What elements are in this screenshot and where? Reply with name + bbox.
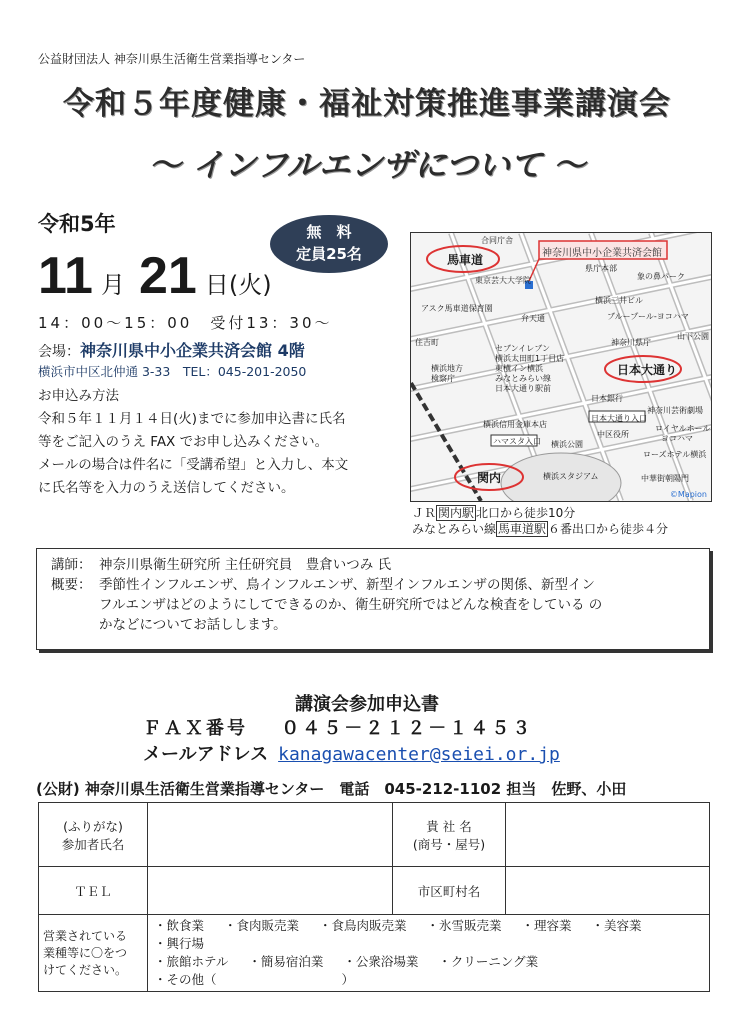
event-date — [38, 246, 286, 306]
map-place: 合同庁舎 — [481, 236, 513, 245]
how-line: メールの場合は件名に「受講希望」と入力し、本文 — [38, 457, 349, 473]
page-subtitle: ～ インフルエンザについて ～ — [148, 146, 586, 184]
application-form-title: 講演会参加申込書 — [295, 694, 439, 715]
access-mm-station: 馬車道駅 — [498, 522, 547, 536]
business-options-row-3 — [154, 971, 703, 989]
how-heading: お申込み方法 — [38, 388, 119, 404]
map-place: 検察庁 — [431, 374, 455, 383]
lecture-info-box — [36, 548, 710, 650]
event-time: 14：00～15：00 受付13：30～ — [38, 314, 333, 332]
map-place: 日本大通り駅前 — [495, 384, 551, 393]
business-options-row-2 — [154, 953, 703, 971]
business-label-line: けてください。 — [43, 962, 128, 977]
organization-name: 公益財団法人 神奈川県生活衛生営業指導センター — [38, 52, 306, 66]
badge-capacity: 定員25名 — [296, 245, 362, 263]
company-label: 貴 社 名 — [426, 818, 472, 834]
business-option[interactable]: ・氷雪販売業 — [426, 918, 502, 933]
form-row-business — [39, 915, 710, 992]
business-option[interactable]: ・簡易宿泊業 — [248, 954, 324, 969]
map-place: 神奈川芸術劇場 — [647, 406, 703, 415]
map-place: 横浜地方 — [431, 364, 463, 373]
how-line: 令和５年１１月１４日(火)までに参加申込書に氏名 — [38, 411, 346, 427]
contact-info: (公財) 神奈川県生活衛生営業指導センター 電話 045-212-1102 担当 佐野、小田 — [36, 780, 627, 798]
business-option[interactable]: ・興行場 — [154, 936, 205, 951]
date-month-unit: 月 — [100, 271, 125, 299]
how-line: 等をご記入のうえ FAX でお申し込みください。 — [38, 434, 329, 450]
furigana-label: (ふりがな) — [63, 818, 123, 834]
speaker-name: 神奈川県衛生研究所 主任研究員 豊倉いつみ 氏 — [99, 557, 392, 573]
venue — [38, 338, 305, 361]
participant-name-field[interactable] — [148, 803, 393, 867]
lecture-speaker-row — [51, 555, 695, 575]
map-place: セブンイレブン — [495, 344, 550, 353]
fax-label: ＦＡＸ番号 — [143, 718, 248, 739]
badge-free: 無 料 — [306, 223, 352, 241]
business-label-line: 業種等に〇をつ — [43, 945, 128, 960]
business-option[interactable]: ・食鳥肉販売業 — [319, 918, 407, 933]
map-place: 弁天通 — [521, 314, 545, 323]
summary-label: 概要： — [51, 577, 92, 593]
business-option[interactable]: ・飲食業 — [154, 918, 205, 933]
map-place: 象の鼻パーク — [637, 272, 685, 281]
access-line-mm — [412, 521, 668, 537]
city-field[interactable] — [506, 867, 710, 915]
company-sub-label: (商号・屋号) — [412, 836, 486, 852]
map-place: ローズホテル横浜 — [643, 450, 707, 459]
map-station-kannai: 関内 — [477, 471, 502, 485]
name-label-cell — [39, 803, 148, 867]
map-place: ヨコハマ — [661, 434, 693, 443]
venue-address: 横浜市中区北仲通 3-33 TEL：045-201-2050 — [38, 364, 307, 379]
map-place: 横浜太田町1丁目店 — [495, 354, 565, 363]
business-option[interactable]: ・公衆浴場業 — [343, 954, 419, 969]
map-place: 日本大通り入口 — [591, 414, 647, 423]
map-place: 横浜三井ビル — [595, 296, 643, 305]
application-form — [38, 802, 710, 992]
business-option[interactable]: ・旅館ホテル — [154, 954, 229, 969]
access-directions — [412, 505, 668, 537]
map-place: 日本銀行 — [591, 394, 623, 403]
business-option-other[interactable]: ・その他（ ） — [154, 972, 355, 987]
map-place: 横浜信用金庫本店 — [483, 420, 547, 429]
mail-label: メールアドレス — [143, 744, 269, 765]
map-station-bashamichi: 馬車道 — [447, 253, 484, 267]
map-venue-label: 神奈川県中小企業共済会館 — [542, 248, 662, 259]
map-place: ハマスタ入口 — [493, 437, 541, 446]
business-option[interactable]: ・食肉販売業 — [224, 918, 300, 933]
date-era: 令和5年 — [38, 212, 116, 236]
participant-name-label: 参加者氏名 — [61, 836, 125, 852]
map-place: ブループール-ヨコハマ — [607, 312, 689, 321]
access-mm-post: ６番出口から徒歩４分 — [548, 522, 669, 536]
city-label: 市区町村名 — [393, 867, 506, 915]
summary-line: 季節性インフルエンザ、鳥インフルエンザ、新型インフルエンザの関係、新型イン — [99, 577, 595, 593]
map-credit: ©Mapion — [669, 490, 707, 499]
map-station-nihon-odori: 日本大通り — [617, 363, 678, 377]
company-name-field[interactable] — [506, 803, 710, 867]
access-jr-post: 北口から徒歩10分 — [476, 506, 576, 520]
page-title: 令和５年度健康・福祉対策推進事業講演会 — [63, 86, 671, 122]
tel-field[interactable] — [148, 867, 393, 915]
lecture-summary-row — [51, 575, 695, 635]
map-place: アスク馬車道保育園 — [421, 304, 493, 313]
business-label-cell — [39, 915, 148, 992]
map-place: 山下公園 — [677, 332, 709, 341]
speaker-label: 講師： — [51, 557, 92, 573]
summary-line: かなどについてお話しします。 — [99, 617, 287, 633]
access-line-jr — [412, 505, 668, 521]
map-place: 神奈川県庁 — [611, 338, 651, 347]
map-place: 横浜スタジアム — [543, 472, 599, 481]
form-row-name — [39, 803, 710, 867]
application-method — [38, 385, 398, 500]
date-day: 21 — [138, 247, 197, 305]
summary-line: フルエンザはどのようにしてできるのか、衛生研究所ではどんな検査をしている の — [99, 597, 603, 613]
fax-line — [143, 714, 533, 740]
access-map — [410, 232, 712, 502]
business-label-line: 営業されている — [43, 928, 128, 943]
access-jr-station: 関内駅 — [438, 506, 475, 520]
venue-label: 会場： — [38, 344, 80, 360]
map-place: ロイヤルホール — [655, 424, 711, 433]
summary-text — [99, 575, 602, 635]
map-place: 中区役所 — [597, 430, 629, 439]
map-place: 東横イン横浜 — [495, 364, 543, 373]
access-jr-pre: ＪＲ — [412, 506, 437, 520]
business-options-row-1 — [154, 917, 703, 953]
business-option[interactable]: ・美容業 — [591, 918, 642, 933]
map-place: 東京芸大大学院 — [475, 276, 531, 285]
map-place: 横浜公園 — [551, 440, 583, 449]
map-place: みなとみらい線 — [495, 374, 551, 383]
mail-link[interactable]: kanagawacenter@seiei.or.jp — [278, 744, 560, 765]
how-line: に氏名等を入力のうえ送信してください。 — [38, 480, 295, 496]
business-option[interactable]: ・クリーニング業 — [438, 954, 539, 969]
tel-label: ＴＥＬ — [39, 867, 148, 915]
company-label-cell — [393, 803, 506, 867]
business-option[interactable]: ・理容業 — [521, 918, 572, 933]
form-row-tel — [39, 867, 710, 915]
date-day-unit: 日(火) — [204, 271, 272, 299]
venue-name: 神奈川県中小企業共済会館 4階 — [80, 341, 305, 360]
access-mm-pre: みなとみらい線 — [412, 522, 497, 536]
fax-number: ０４５－２１２－１４５３ — [281, 718, 534, 739]
map-place: 県庁本部 — [585, 264, 617, 273]
date-month: 11 — [38, 247, 93, 305]
map-place: 住吉町 — [415, 338, 439, 347]
mail-line — [143, 740, 560, 766]
business-options — [148, 915, 710, 992]
free-capacity-badge — [270, 215, 388, 273]
map-place: 中華街朝陽門 — [641, 474, 689, 483]
